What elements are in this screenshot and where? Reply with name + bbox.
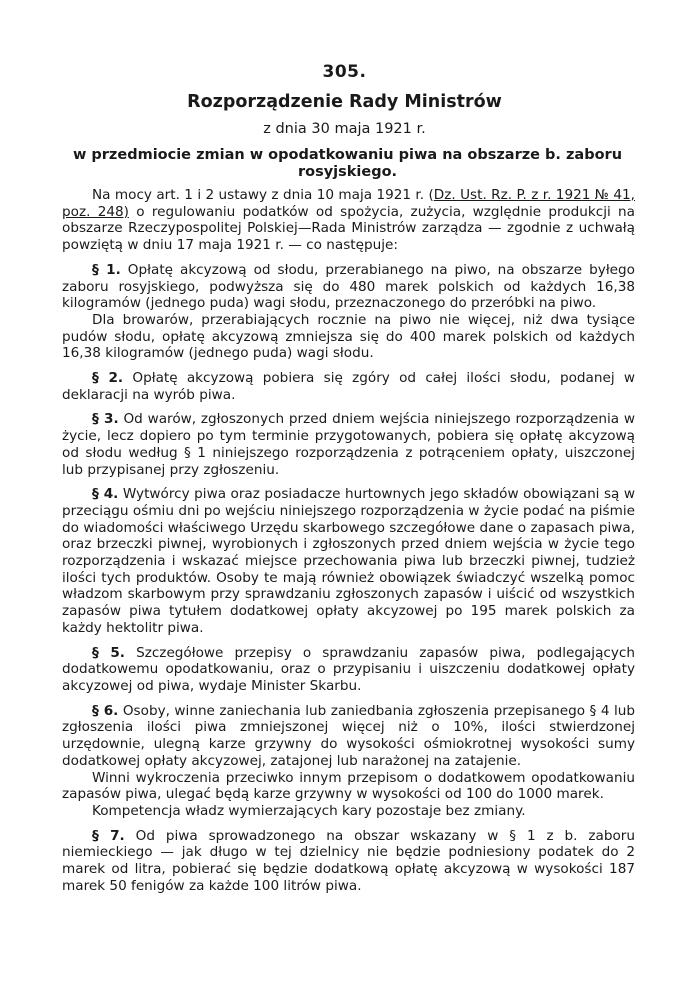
section-mark: § 7. bbox=[92, 827, 125, 844]
document-title: Rozporządzenie Rady Ministrów bbox=[187, 92, 502, 112]
paragraph-text: Wytwórcy piwa oraz posiadacze hurtownych jego składów obowiązani są w przeciągu ośmiu dni po wejściu niniejszego rozporządzenia w życie podać na piśmie do wiadomości właściwego Urzędu skarbowego szczegółowe dane o zapasach piwa, oraz brzeczki piwnej, wyrobionych i zgłoszonych przed dniem wejścia w życie tego rozporządzenia i wskazać miejsce przechowania piwa lub brzeczki piwnej, tudzież ilości tych produktów. Osoby te mają również obowiązek świadczyć wszelką pomoc władzom skarbowym przy sprawdzaniu zgłoszonych zapasów i uiścić od wszystkich zapasów piwa tytułem dodatkowej opłaty akcyzowej po 195 marek polskich za każdy hektolitr piwa. bbox=[62, 486, 635, 636]
document-date: z dnia 30 maja 1921 r. bbox=[263, 121, 426, 137]
intro-text-a: Na mocy art. 1 i 2 ustawy z dnia 10 maja 1921 r. ( bbox=[92, 187, 434, 203]
paragraph-3 bbox=[62, 411, 635, 478]
paragraph-text: Osoby, winne zaniechania lub zaniedbania zgłoszenia przepisanego § 4 lub zgłoszenia ilości piwa zmniejszonej więcej niż o 10%, ilości stwierdzonej urzędownie, ulegną karze grzywny do wysokości ośmiokrotnej wysokości sumy dodatkowej opłaty akcyzowej, zatajonej lub narażonej na zatajenie. bbox=[62, 702, 636, 769]
section-mark: § 3. bbox=[92, 411, 119, 428]
section-mark: § 1. bbox=[92, 261, 121, 278]
section-mark: § 4. bbox=[92, 486, 119, 503]
paragraph-text: Opłatę akcyzową od słodu, przerabianego na piwo, na obszarze byłego zaboru rosyjskiego, podwyższa się do 480 marek polskich od każdych 16,38 kilogramów (jednego puda) wagi słodu, przeznaczonego do przeróbki na piwo. bbox=[62, 261, 635, 312]
intro-text-b: o regulowaniu podatków od spożycia, zużycia, względnie produkcji na obszarze Rzeczypospolitej Polskiej—Rada Ministrów zarządza — zgodnie z uchwałą powziętą w dniu 17 maja 1921 r. — co następuje: bbox=[62, 203, 635, 254]
paragraph-5 bbox=[62, 645, 635, 695]
section-mark: § 2. bbox=[92, 370, 124, 387]
paragraph-6 bbox=[62, 703, 635, 770]
paragraph-1 bbox=[62, 262, 635, 312]
paragraph-text: Opłatę akcyzową pobiera się zgóry od całej ilości słodu, podanej w deklaracji na wyrób piwa. bbox=[62, 370, 635, 403]
document-number: 305. bbox=[322, 62, 367, 82]
paragraph-text: Od warów, zgłoszonych przed dniem wejścia niniejszego rozporządzenia w życie, lecz dopiero po tym terminie przygotowanych, pobiera się opłatę akcyzową od słodu według § 1 niniejszego rozporządzenia z potrąceniem opłaty, uiszczonej lub przypisanej przy zgłoszeniu. bbox=[62, 411, 635, 478]
section-mark: § 5. bbox=[92, 644, 125, 661]
paragraph-2 bbox=[62, 370, 635, 403]
paragraph-text: Kompetencja władz wymierzających kary pozostaje bez zmiany. bbox=[92, 802, 526, 819]
paragraph-6c bbox=[62, 803, 635, 820]
paragraph-text: Winni wykroczenia przeciwko innym przepisom o dodatkowem opodatkowaniu zapasów piwa, ulegać będą karze grzywny w wysokości od 100 do 1000 marek. bbox=[62, 769, 635, 803]
intro-legal-reference: Dz. Ust. Rz. P. z r. 1921 № 41, poz. 248) bbox=[62, 187, 635, 220]
paragraph-7 bbox=[62, 828, 635, 895]
document-body bbox=[62, 187, 635, 894]
paragraph-text: Od piwa sprowadzonego na obszar wskazany w § 1 z b. zaboru niemieckiego — jak długo w tej dzielnicy nie będzie podniesiony podatek do 2 marek od litra, pobierać się będzie dodatkową opłatę akcyzową w wysokości 187 marek 50 fenigów za każde 100 litrów piwa. bbox=[62, 827, 636, 894]
intro-paragraph bbox=[62, 187, 635, 254]
paragraph-text: Szczegółowe przepisy o sprawdzaniu zapasów piwa, podlegających dodatkowemu opodatkowaniu, oraz o przypisaniu i uiszczeniu dodatkowej opłaty akcyzowej od piwa, wydaje Minister Skarbu. bbox=[62, 644, 636, 694]
paragraph-4 bbox=[62, 486, 635, 636]
section-mark: § 6. bbox=[92, 702, 119, 719]
paragraph-1b bbox=[62, 312, 635, 362]
paragraph-text: Dla browarów, przerabiających rocznie na piwo nie więcej, niż dwa tysiące pudów słodu, opłatę akcyzową zmniejsza się do 400 marek polskich od każdych 16,38 kilogramów (jednego puda) wagi słodu. bbox=[62, 311, 635, 362]
document-subject: w przedmiocie zmian w opodatkowaniu piwa na obszarze b. zaboru rosyjskiego. bbox=[72, 147, 623, 180]
paragraph-6b bbox=[62, 770, 635, 803]
